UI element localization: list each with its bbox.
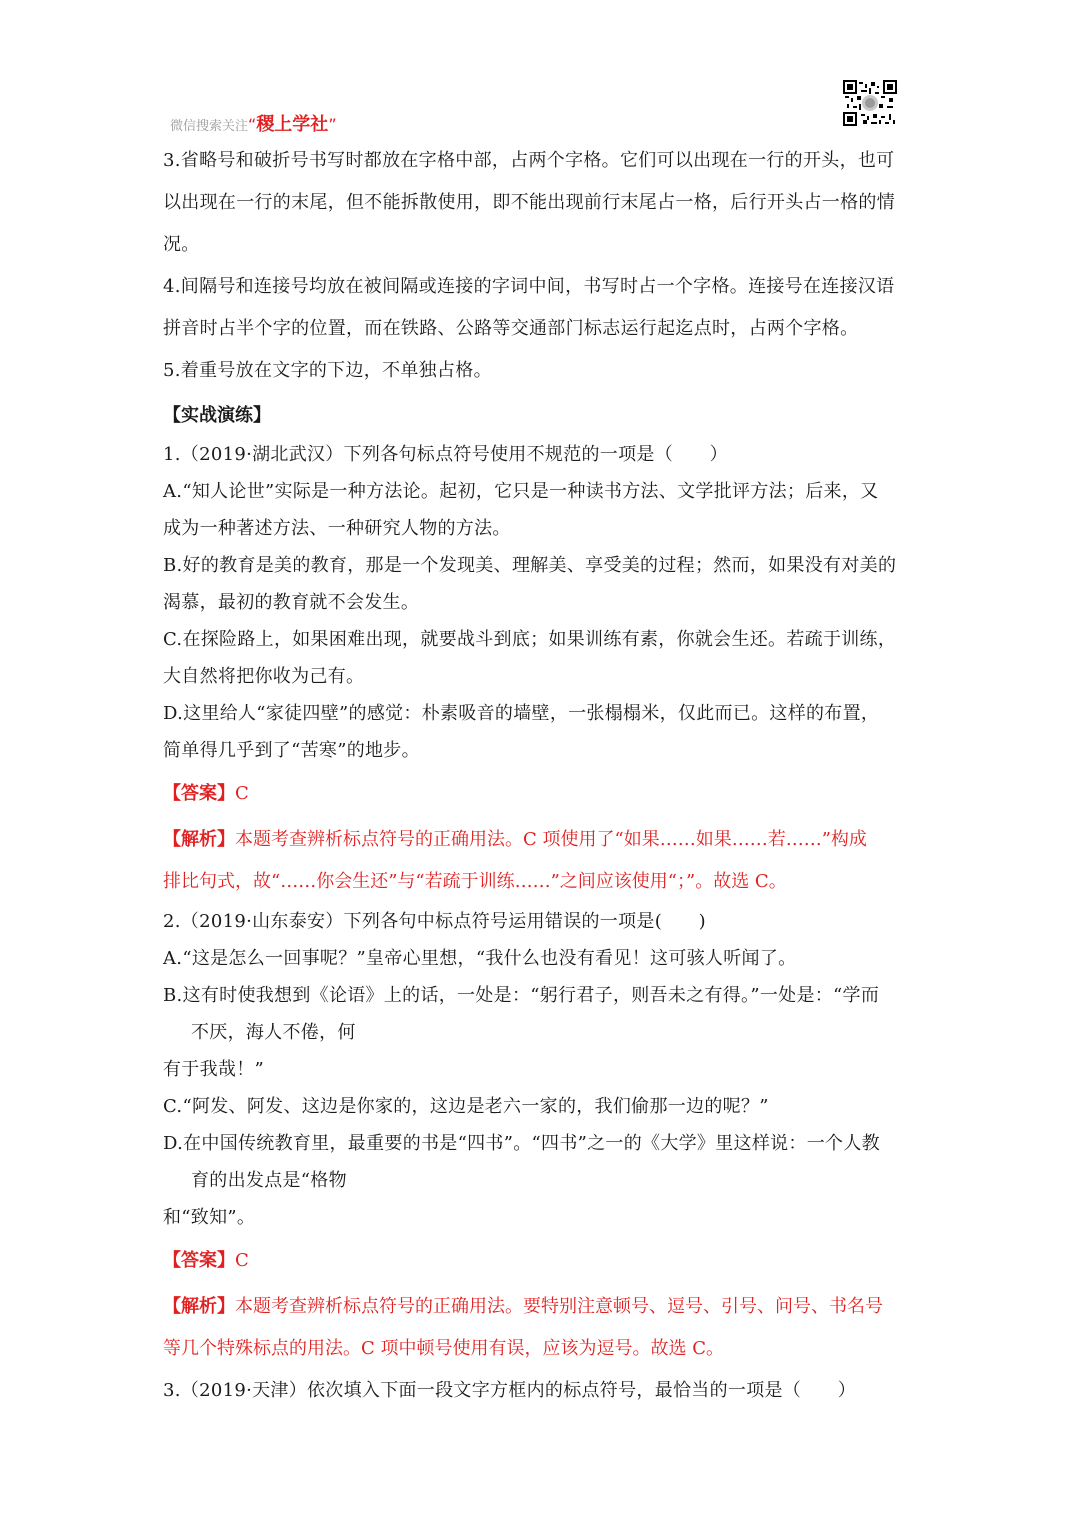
text-line: 拼音时占半个字的位置，而在铁路、公路等交通部门标志运行起迄点时，占两个字格。 <box>163 318 859 339</box>
watermark-header <box>170 110 337 136</box>
answer <box>163 1238 919 1284</box>
rule-item-3 <box>163 140 919 266</box>
text-line: 况。 <box>163 234 200 255</box>
analysis-line: 排比句式，故“……你会生还”与“若疏于训练……”之间应该使用“；”。故选 C。 <box>163 871 787 892</box>
analysis-text: 本题考查辨析标点符号的正确用法。C 项使用了“如果……如果……若……”构成 <box>235 829 867 850</box>
answer-value: C <box>235 783 249 804</box>
qr-code-icon <box>843 80 897 126</box>
analysis-line <box>163 1286 919 1328</box>
question-1 <box>163 436 919 903</box>
option-a-line: 成为一种著述方法、一种研究人物的方法。 <box>163 518 511 539</box>
text-line: 3.省略号和破折号书写时都放在字格中部，占两个字格。它们可以出现在一行的开头，也可 <box>163 150 895 171</box>
option-b-line: 不厌，海人不倦，何 <box>191 1022 356 1043</box>
option-a-line: A.“知人论世”实际是一种方法论。起初，它只是一种读书方法、文学批评方法；后来，又 <box>163 481 879 502</box>
text-line: 4.间隔号和连接号均放在被间隔或连接的字词中间，书写时占一个字格。连接号在连接汉语 <box>163 276 895 297</box>
analysis-line <box>163 819 919 861</box>
header-open-quote: “ <box>248 115 257 134</box>
header-prefix: 微信搜索关注 <box>170 119 249 134</box>
option-c-line: C.在探险路上，如果困难出现，就要战斗到底；如果训练有素，你就会生还。若疏于训练， <box>163 629 897 650</box>
rule-item-4 <box>163 266 919 350</box>
question-stem: 2.（2019·山东泰安）下列各句中标点符号运用错误的一项是( ) <box>163 911 706 932</box>
answer-value: C <box>235 1250 249 1271</box>
option-a-line: A.“这是怎么一回事呢？”皇帝心里想，“我什么也没有看见！这可骇人听闻了。 <box>163 948 797 969</box>
text-line: 以出现在一行的末尾，但不能拆散使用，即不能出现前行末尾占一格，后行开头占一格的情 <box>163 192 895 213</box>
option-b-line: 渴慕，最初的教育就不会发生。 <box>163 592 420 613</box>
answer-label: 【答案】 <box>163 1250 235 1271</box>
rule-item-5 <box>163 350 919 392</box>
option-c-line: C.“阿发、阿发、这边是你家的，这边是老六一家的，我们偷那一边的呢？” <box>163 1096 769 1117</box>
option-c-line: 大自然将把你收为己有。 <box>163 666 365 687</box>
option-d-line: 和“致知”。 <box>163 1207 256 1228</box>
answer <box>163 771 919 817</box>
analysis-line: 等几个特殊标点的用法。C 项中顿号使用有误，应该为逗号。故选 C。 <box>163 1338 724 1359</box>
option-b-line: B.好的教育是美的教育，那是一个发现美、理解美、享受美的过程；然而，如果没有对美的 <box>163 555 897 576</box>
option-b-line: B.这有时使我想到《论语》上的话，一处是：“躬行君子，则吾未之有得。”一处是：“学而 <box>163 985 880 1006</box>
option-d-line: 简单得几乎到了“苦寒”的地步。 <box>163 740 420 761</box>
analysis-text: 本题考查辨析标点符号的正确用法。要特别注意顿号、逗号、引号、问号、书名号 <box>235 1296 883 1317</box>
section-heading: 【实战演练】 <box>163 405 271 426</box>
document-body <box>163 140 919 1412</box>
text-line: 5.着重号放在文字的下边，不单独占格。 <box>163 360 492 381</box>
option-d-line: D.这里给人“家徒四壁”的感觉：朴素吸音的墙壁，一张榻榻米，仅此而已。这样的布置， <box>163 703 880 724</box>
question-2 <box>163 903 919 1370</box>
header-brand: 稷上学社 <box>256 114 329 135</box>
answer-label: 【答案】 <box>163 783 235 804</box>
question-stem: 3.（2019·天津）依次填入下面一段文字方框内的标点符号，最恰当的一项是（ ） <box>163 1380 856 1401</box>
question-stem: 1.（2019·湖北武汉）下列各句标点符号使用不规范的一项是（ ） <box>163 444 728 465</box>
option-b-line: 有于我哉！” <box>163 1059 265 1080</box>
question-3 <box>163 1370 919 1412</box>
option-d-line: 育的出发点是“格物 <box>191 1170 347 1191</box>
analysis-label: 【解析】 <box>163 829 235 850</box>
analysis-label: 【解析】 <box>163 1296 235 1317</box>
option-d-line: D.在中国传统教育里，最重要的书是“四书”。“四书”之一的《大学》里这样说：一个人教 <box>163 1133 880 1154</box>
header-close-quote: ” <box>328 115 337 134</box>
